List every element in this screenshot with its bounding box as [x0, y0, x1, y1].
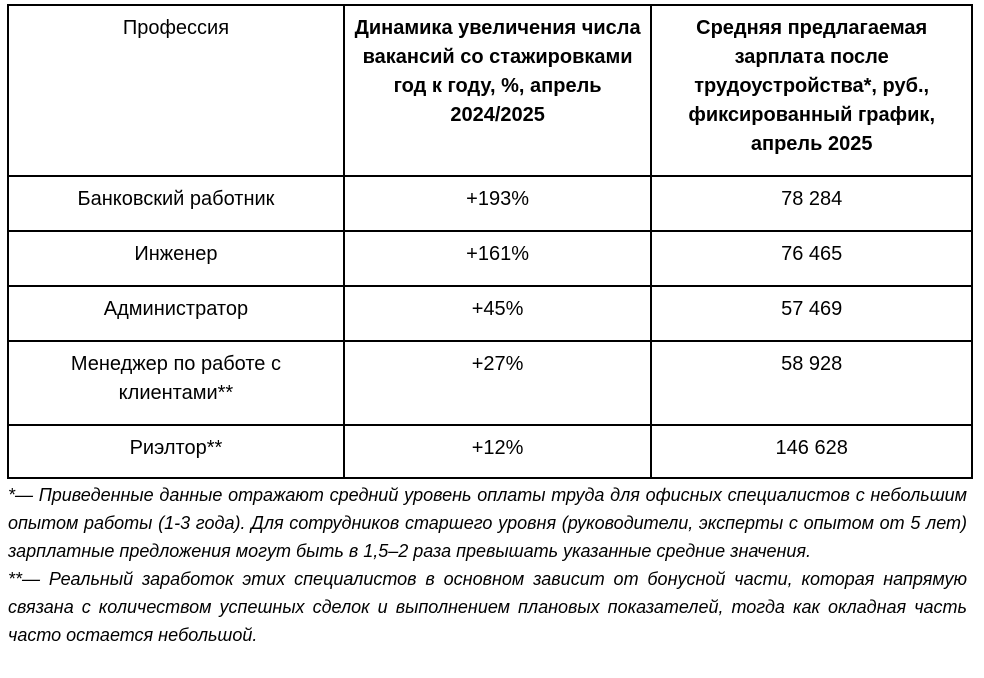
cell-salary: 78 284 — [651, 176, 972, 231]
header-dynamics: Динамика увеличения числа вакансий со стажировками год к году, %, апрель 2024/2025 — [344, 5, 651, 176]
cell-salary: 57 469 — [651, 286, 972, 341]
cell-salary: 58 928 — [651, 341, 972, 425]
cell-profession: Менеджер по работе с клиентами** — [8, 341, 344, 425]
table-header-row — [8, 5, 972, 176]
cell-dynamics: +27% — [344, 341, 651, 425]
cell-dynamics: +12% — [344, 425, 651, 478]
cell-salary: 146 628 — [651, 425, 972, 478]
cell-dynamics: +193% — [344, 176, 651, 231]
cell-dynamics: +161% — [344, 231, 651, 286]
footnote-2: **— Реальный заработок этих специалистов в основном зависит от бонусной части, которая напрямую связана с количеством успешных сделок и выполнением плановых показателей, тогда как окладная часть часто остается небольшой. — [8, 569, 967, 645]
cell-profession: Риэлтор** — [8, 425, 344, 478]
cell-profession: Банковский работник — [8, 176, 344, 231]
table-row — [8, 425, 972, 478]
vacancy-salary-table — [7, 4, 973, 479]
header-profession: Профессия — [8, 5, 344, 176]
cell-salary: 76 465 — [651, 231, 972, 286]
footnote-1: *— Приведенные данные отражают средний уровень оплаты труда для офисных специалистов с небольшим опытом работы (1-3 года). Для сотрудников старшего уровня (руководители, эксперты с опытом от 5 лет) зарплатные предложения могут быть в 1,5–2 раза превышать указанные средние значения. — [8, 485, 967, 561]
table-row — [8, 286, 972, 341]
footnotes — [8, 481, 967, 649]
header-salary: Средняя предлагаемая зарплата после трудоустройства*, руб., фиксированный график, апрель 2025 — [651, 5, 972, 176]
cell-profession: Инженер — [8, 231, 344, 286]
cell-profession: Администратор — [8, 286, 344, 341]
cell-dynamics: +45% — [344, 286, 651, 341]
table-row — [8, 176, 972, 231]
table-row — [8, 341, 972, 425]
table-row — [8, 231, 972, 286]
